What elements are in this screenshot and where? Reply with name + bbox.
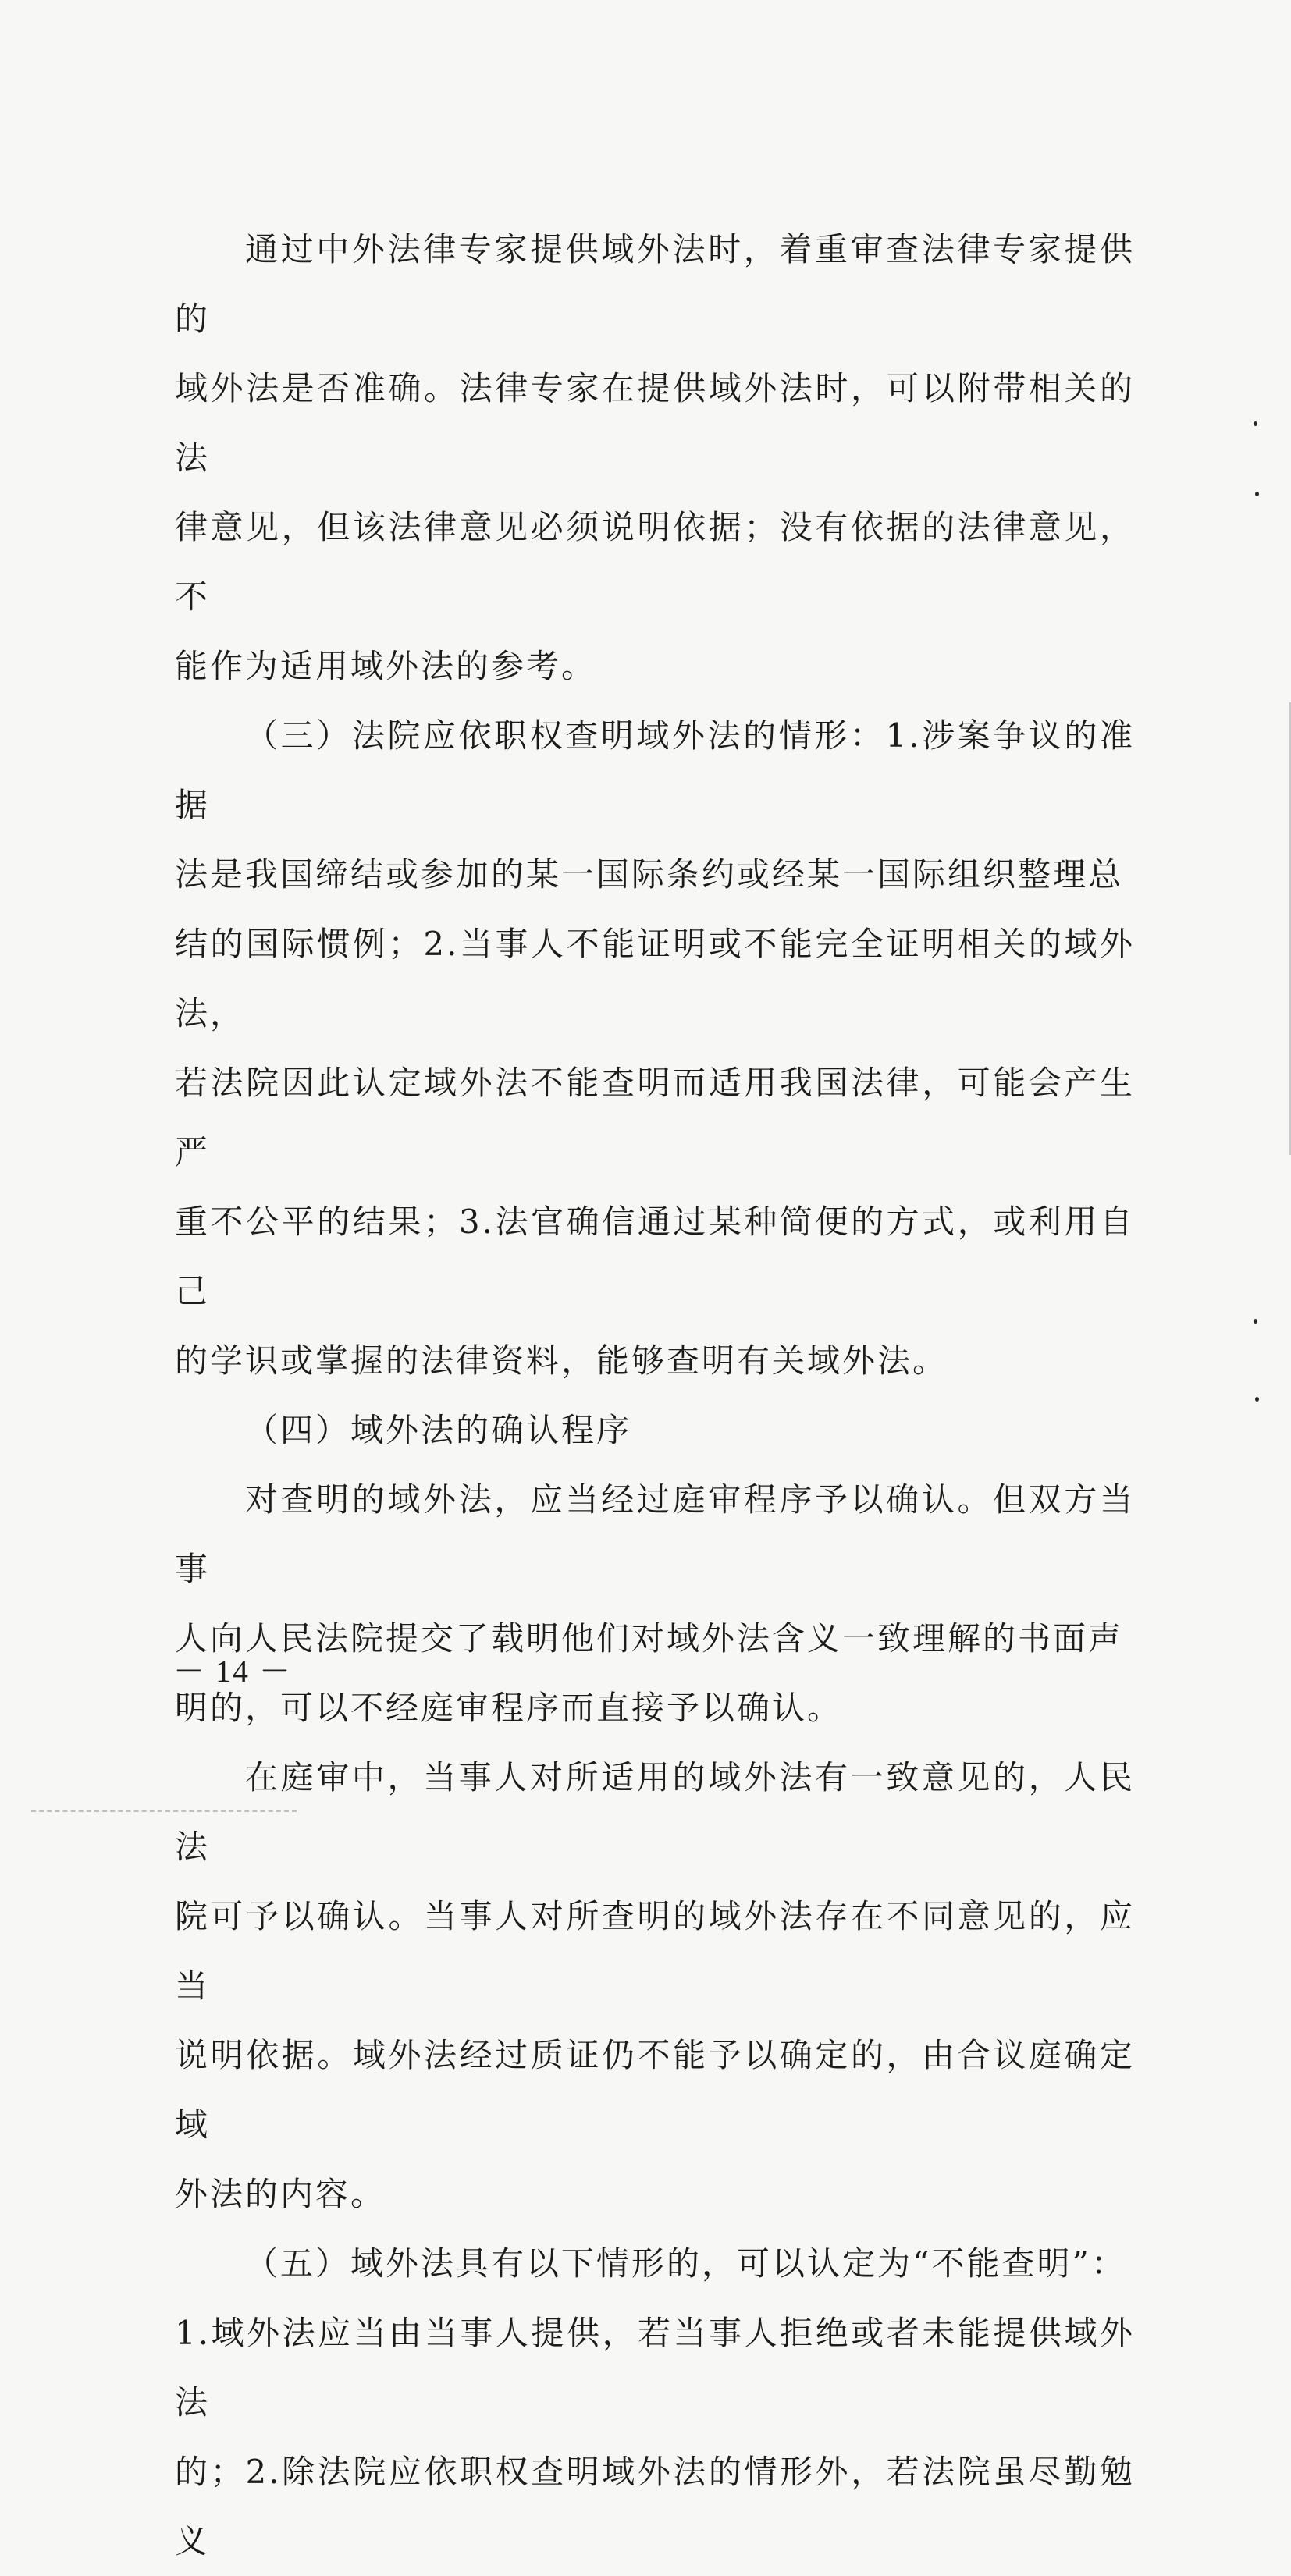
- text-line: 1.域外法应当由当事人提供，若当事人拒绝或者未能提供域外法: [175, 2314, 1135, 2421]
- text-line: 说明依据。域外法经过质证仍不能予以确定的，由合议庭确定域: [175, 2036, 1135, 2144]
- text-line: 在庭审中，当事人对所适用的域外法有一致意见的，人民法: [175, 1758, 1135, 1866]
- paragraph-section-three: [175, 701, 1135, 1395]
- text-line: 结的国际惯例；2.当事人不能证明或不能完全证明相关的域外法，: [175, 925, 1135, 1032]
- text-line: 律意见，但该法律意见必须说明依据；没有依据的法律意见，不: [175, 508, 1135, 616]
- text-line: 对查明的域外法，应当经过庭审程序予以确认。但双方当事: [175, 1480, 1135, 1588]
- text-line: 通过中外法律专家提供域外法时，着重审查法律专家提供的: [175, 230, 1135, 338]
- scan-dot: [1254, 1319, 1257, 1324]
- text-line: 的；2.除法院应依职权查明域外法的情形外，若法院虽尽勤勉义: [175, 2453, 1135, 2560]
- text-line: 明的，可以不经庭审程序而直接予以确认。: [175, 1689, 843, 1727]
- text-line: 外法的内容。: [175, 2175, 386, 2213]
- text-line: 重不公平的结果；3.法官确信通过某种简便的方式，或利用自己: [175, 1203, 1135, 1310]
- text-line: （四）域外法的确认程序: [245, 1411, 632, 1449]
- text-line: 法是我国缔结或参加的某一国际条约或经某一国际组织整理总: [175, 855, 1124, 894]
- scan-dot: [1255, 1397, 1259, 1402]
- text-line: （五）域外法具有以下情形的，可以认定为“不能查明”：: [245, 2244, 1126, 2283]
- text-line: （三）法院应依职权查明域外法的情形：1.涉案争议的准据: [175, 716, 1135, 824]
- paragraph-trial: [175, 1743, 1135, 2229]
- text-line: 域外法是否准确。法律专家在提供域外法时，可以附带相关的法: [175, 369, 1135, 477]
- page-number: － 14 －: [173, 1654, 292, 1689]
- scan-bottom-marks: [31, 1810, 297, 1818]
- section-heading-four: [175, 1395, 1135, 1465]
- paragraph-confirmation: [175, 1465, 1135, 1743]
- text-line: 院可予以确认。当事人对所查明的域外法存在不同意见的，应当: [175, 1897, 1135, 2005]
- scan-dot: [1255, 492, 1259, 496]
- text-line: 若法院因此认定域外法不能查明而适用我国法律，可能会产生严: [175, 1064, 1135, 1171]
- paragraph-section-five: [175, 2229, 1135, 2576]
- paragraph-expert-provision: [175, 215, 1135, 701]
- body-text: [175, 215, 1135, 2576]
- scan-dot: [1254, 421, 1257, 426]
- text-line: 能作为适用域外法的参考。: [175, 647, 597, 685]
- text-line: 的学识或掌握的法律资料，能够查明有关域外法。: [175, 1341, 948, 1380]
- text-line: 人向人民法院提交了载明他们对域外法含义一致理解的书面声: [175, 1619, 1124, 1658]
